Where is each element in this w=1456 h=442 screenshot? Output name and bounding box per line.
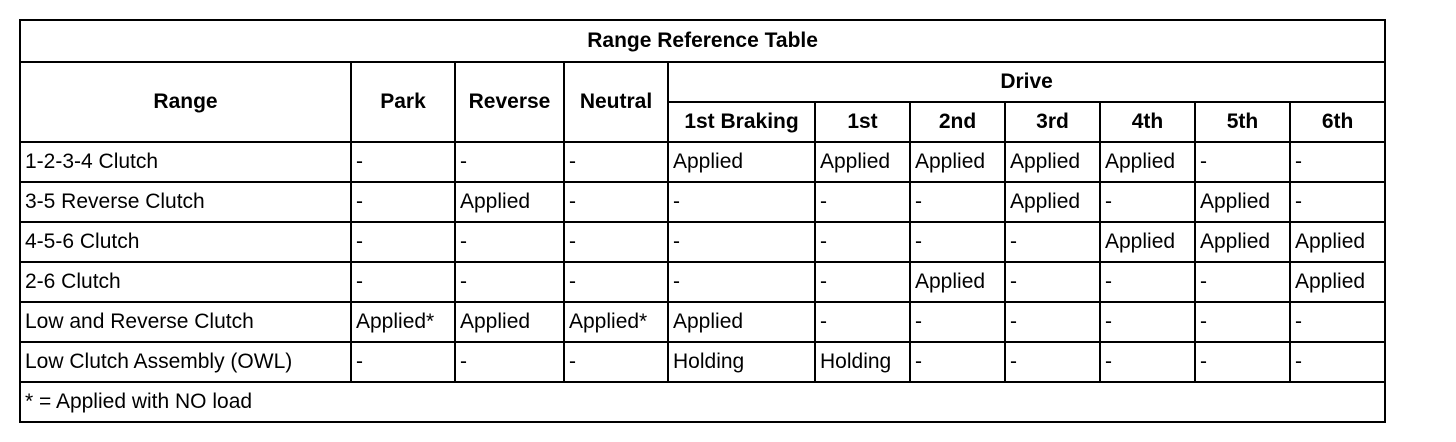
drive-subheader: 4th: [1100, 102, 1195, 142]
table-row: [20, 302, 1385, 342]
table-title: Range Reference Table: [20, 20, 1385, 62]
table-cell: -: [910, 302, 1005, 342]
table-cell: -: [351, 342, 455, 382]
table-cell: -: [1195, 262, 1290, 302]
park-header: Park: [351, 62, 455, 142]
table-cell: Applied*: [564, 302, 668, 342]
neutral-header: Neutral: [564, 62, 668, 142]
table-cell: Applied: [1005, 182, 1100, 222]
drive-header: Drive: [668, 62, 1385, 102]
drive-subheader: 5th: [1195, 102, 1290, 142]
table-cell: -: [351, 182, 455, 222]
table-cell: -: [455, 142, 564, 182]
table-cell: -: [1100, 342, 1195, 382]
table-cell: Applied: [1005, 142, 1100, 182]
table-cell: -: [1195, 142, 1290, 182]
header-row: [20, 62, 1385, 102]
table-cell: Applied: [1290, 262, 1385, 302]
table-cell: -: [1005, 222, 1100, 262]
table-cell: -: [1290, 182, 1385, 222]
table-cell: Applied: [910, 262, 1005, 302]
table-cell: -: [668, 182, 815, 222]
table-cell: -: [1290, 302, 1385, 342]
table-cell: Applied: [455, 302, 564, 342]
table-cell: -: [815, 222, 910, 262]
table-cell: -: [1100, 302, 1195, 342]
table-cell: -: [1005, 342, 1100, 382]
table-cell: -: [1100, 262, 1195, 302]
range-cell: 3-5 Reverse Clutch: [20, 182, 351, 222]
table-cell: -: [668, 222, 815, 262]
range-reference-table: [19, 19, 1386, 423]
table-cell: Applied: [815, 142, 910, 182]
drive-subheader: 1st: [815, 102, 910, 142]
table-cell: Holding: [668, 342, 815, 382]
range-cell: Low and Reverse Clutch: [20, 302, 351, 342]
table-cell: Applied: [910, 142, 1005, 182]
table-cell: -: [1290, 142, 1385, 182]
range-cell: Low Clutch Assembly (OWL): [20, 342, 351, 382]
table-row: [20, 262, 1385, 302]
table-cell: -: [815, 182, 910, 222]
table-body: [20, 20, 1385, 422]
table-cell: -: [668, 262, 815, 302]
table-cell: -: [351, 142, 455, 182]
footnote-row: [20, 382, 1385, 422]
table-cell: -: [1290, 342, 1385, 382]
drive-subheader: 2nd: [910, 102, 1005, 142]
table-cell: -: [564, 222, 668, 262]
table-cell: -: [815, 302, 910, 342]
table-cell: -: [455, 222, 564, 262]
table-cell: -: [351, 222, 455, 262]
table-row: [20, 182, 1385, 222]
range-header: Range: [20, 62, 351, 142]
table-cell: -: [455, 342, 564, 382]
table-cell: -: [1005, 262, 1100, 302]
table-cell: Applied: [1195, 182, 1290, 222]
drive-subheader: 1st Braking: [668, 102, 815, 142]
table-cell: -: [910, 182, 1005, 222]
table-cell: Applied: [1100, 222, 1195, 262]
drive-subheader: 6th: [1290, 102, 1385, 142]
table-cell: Applied*: [351, 302, 455, 342]
table-cell: Applied: [1195, 222, 1290, 262]
drive-subheader: 3rd: [1005, 102, 1100, 142]
range-cell: 2-6 Clutch: [20, 262, 351, 302]
table-cell: -: [910, 342, 1005, 382]
table-cell: Applied: [668, 302, 815, 342]
table-cell: Applied: [1290, 222, 1385, 262]
table-cell: -: [564, 182, 668, 222]
table-cell: -: [1195, 342, 1290, 382]
range-cell: 4-5-6 Clutch: [20, 222, 351, 262]
reverse-header: Reverse: [455, 62, 564, 142]
table-cell: -: [815, 262, 910, 302]
table-row: [20, 142, 1385, 182]
range-cell: 1-2-3-4 Clutch: [20, 142, 351, 182]
title-row: [20, 20, 1385, 62]
table-row: [20, 342, 1385, 382]
table-cell: Applied: [668, 142, 815, 182]
footnote: * = Applied with NO load: [20, 382, 1385, 422]
table-cell: Holding: [815, 342, 910, 382]
table-cell: -: [564, 142, 668, 182]
table-cell: -: [1100, 182, 1195, 222]
table-cell: -: [455, 262, 564, 302]
table-cell: -: [1005, 302, 1100, 342]
table-cell: -: [1195, 302, 1290, 342]
table-cell: -: [351, 262, 455, 302]
table-cell: -: [910, 222, 1005, 262]
table-cell: -: [564, 342, 668, 382]
table-row: [20, 222, 1385, 262]
table-cell: Applied: [455, 182, 564, 222]
table-cell: Applied: [1100, 142, 1195, 182]
table-cell: -: [564, 262, 668, 302]
